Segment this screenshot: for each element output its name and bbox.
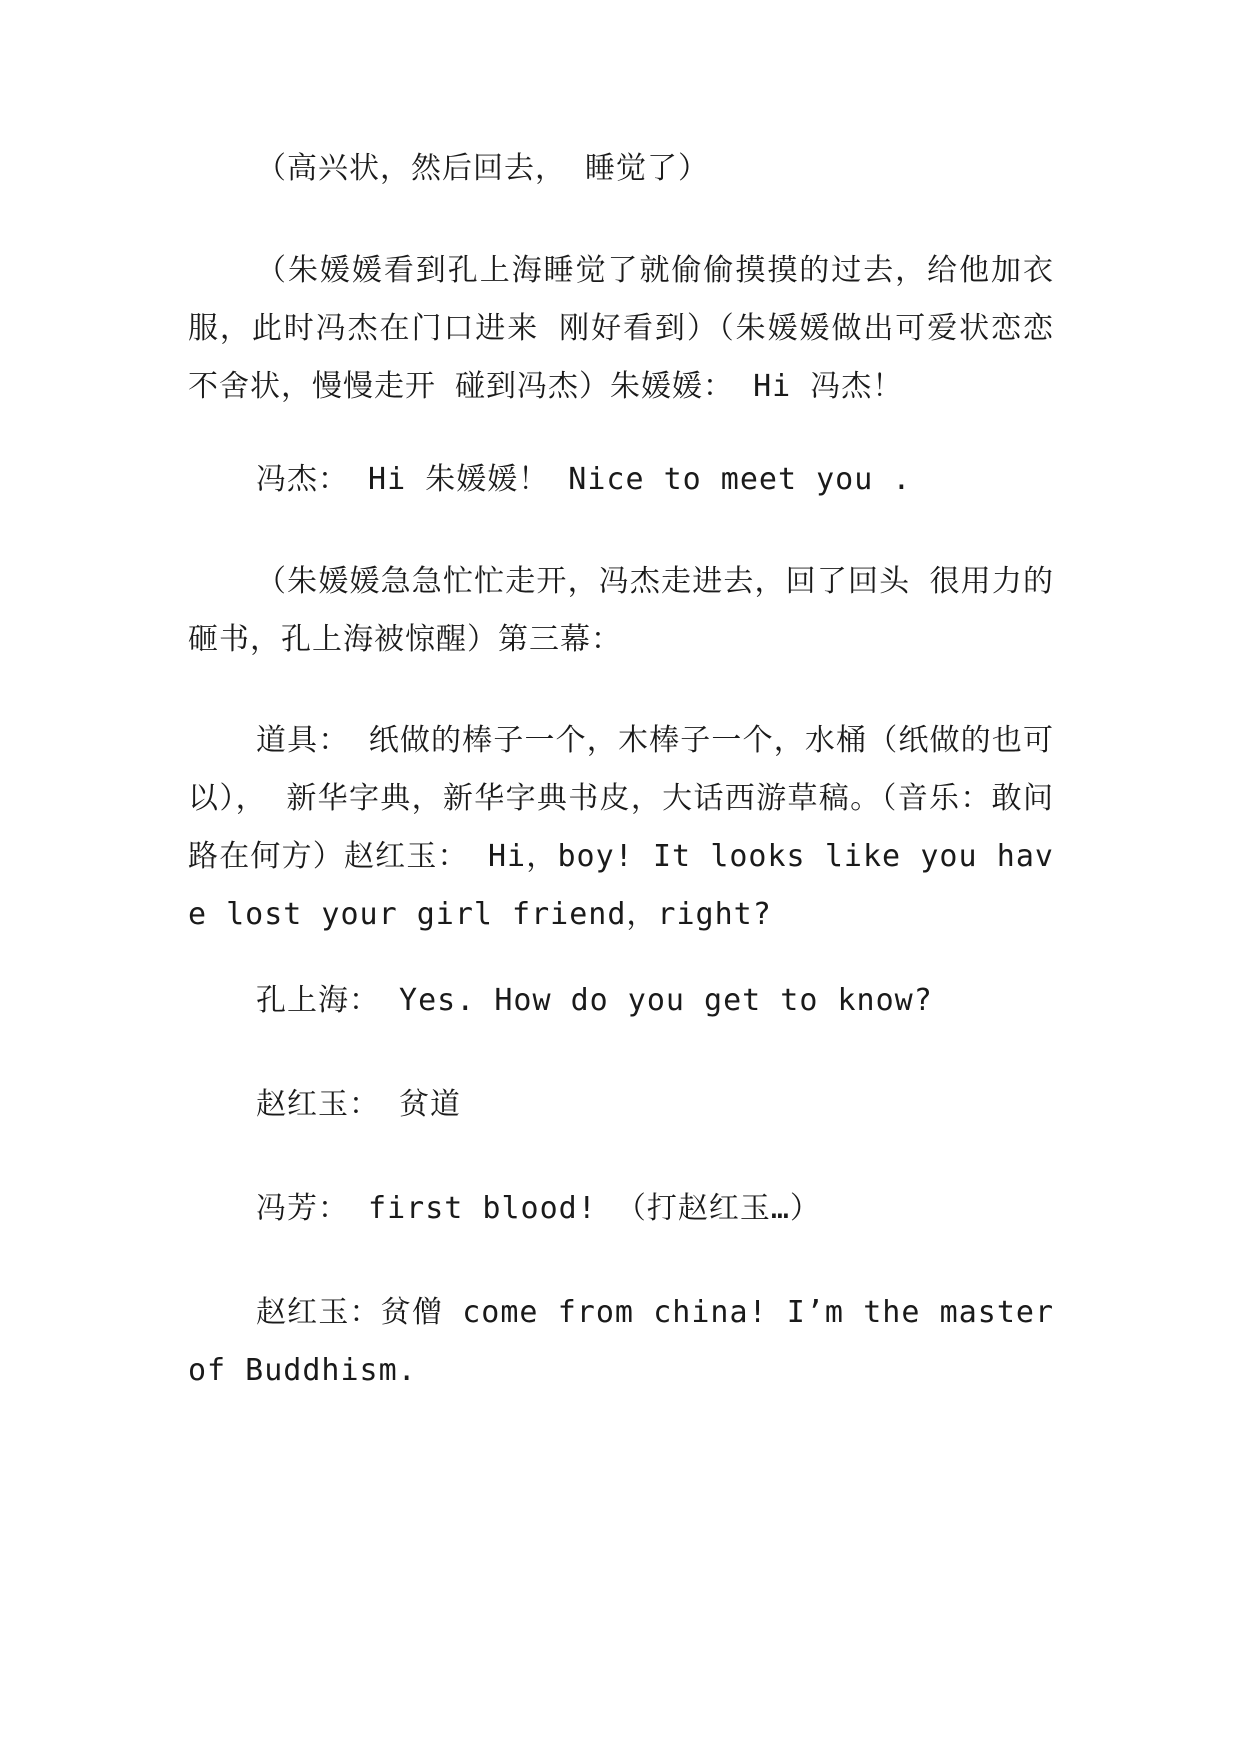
paragraph-props-and-dialogue: 道具： 纸做的棒子一个，木棒子一个，水桶（纸做的也可以）， 新华字典，新华字典书皮，大话西游草稿。（音乐：敢问路在何方）赵红玉： Hi，boy! It looks like you have lost your girl friend，right? bbox=[188, 723, 1054, 932]
paragraph-dialogue-feng-jie: 冯杰： Hi 朱媛媛！ Nice to meet you . bbox=[256, 462, 912, 497]
paragraph-dialogue-feng-fang: 冯芳： first blood! （打赵红玉…） bbox=[256, 1191, 821, 1226]
paragraph-dialogue-zhao-hongyu-2: 赵红玉：贫僧 come from china! I’m the master of Buddhism. bbox=[188, 1295, 1054, 1388]
paragraph-stage-direction-1: （高兴状，然后回去， 睡觉了） bbox=[256, 151, 710, 186]
paragraph-stage-direction-3: （朱媛媛急急忙忙走开，冯杰走进去，回了回头 很用力的砸书，孔上海被惊醒）第三幕： bbox=[188, 564, 1054, 657]
paragraph-stage-direction-2: （朱媛媛看到孔上海睡觉了就偷偷摸摸的过去，给他加衣服，此时冯杰在门口进来 刚好看到）（朱媛媛做出可爱状恋恋不舍状，慢慢走开 碰到冯杰）朱媛媛： Hi 冯杰！ bbox=[188, 253, 1054, 404]
paragraph-dialogue-kong-shanghai: 孔上海： Yes. How do you get to know? bbox=[256, 983, 933, 1018]
paragraph-dialogue-zhao-hongyu-1: 赵红玉： 贫道 bbox=[256, 1087, 462, 1122]
